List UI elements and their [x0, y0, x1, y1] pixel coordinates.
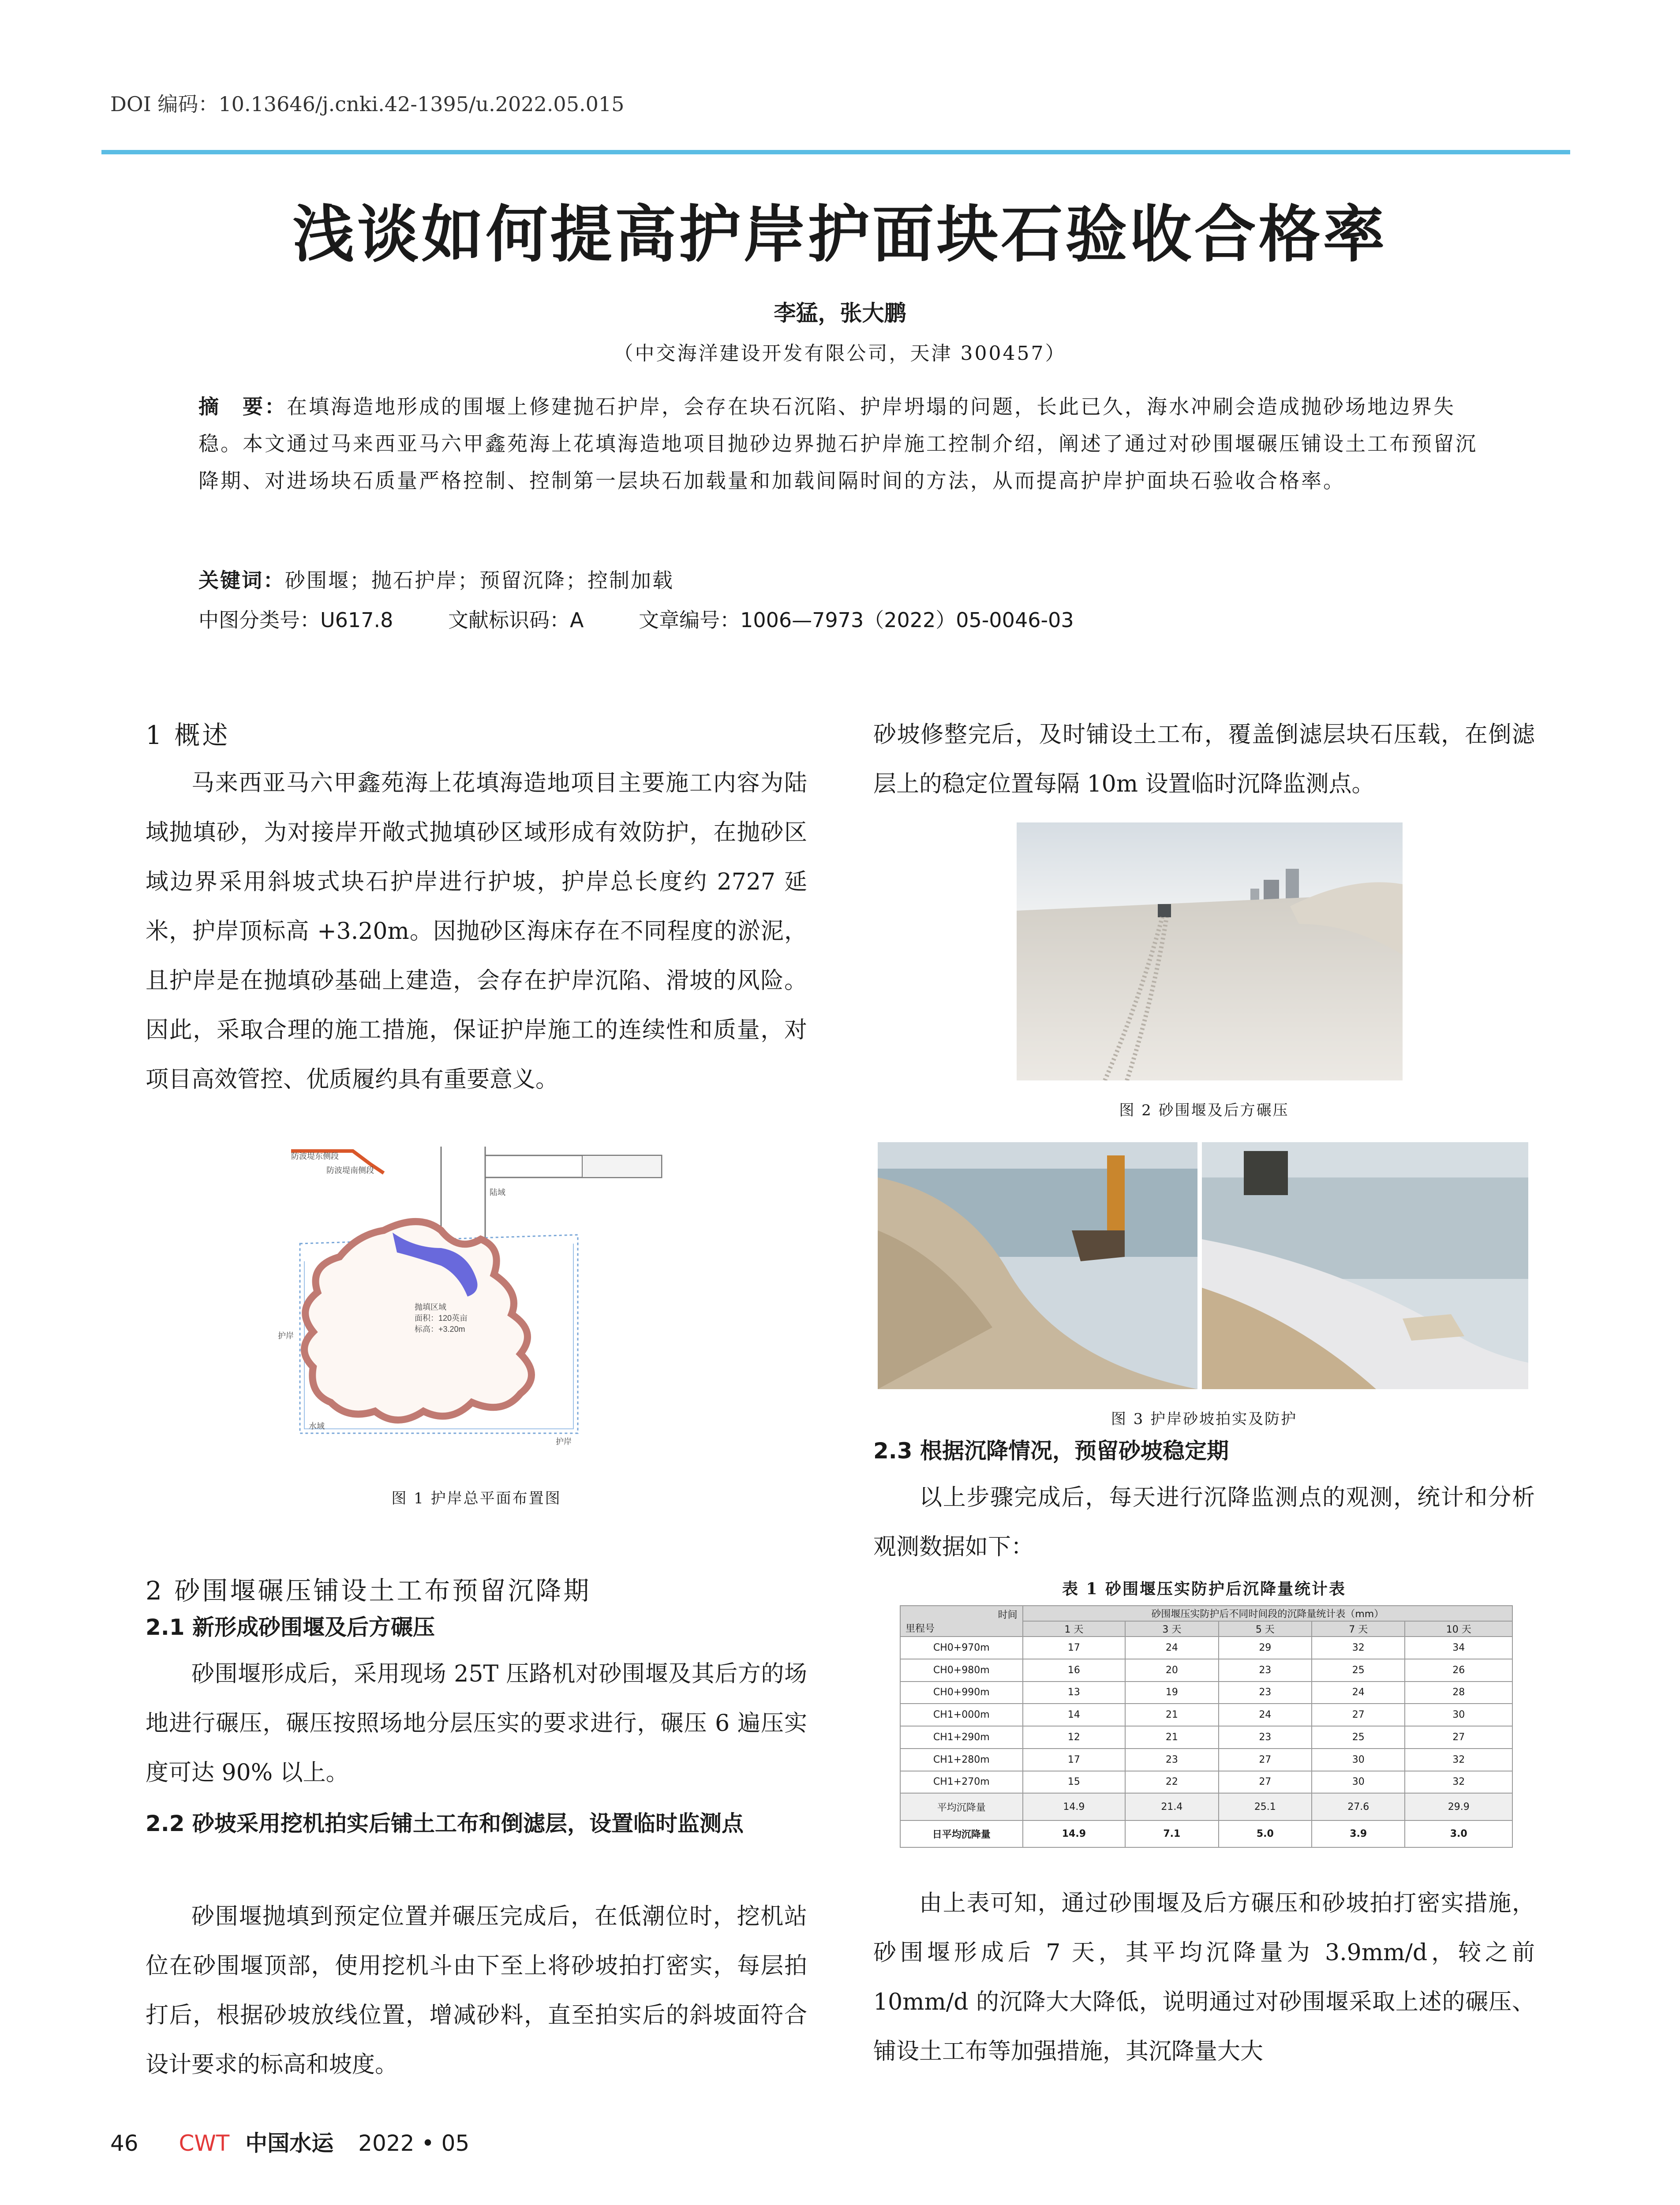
settlement-table	[900, 1605, 1513, 1848]
table-row	[900, 1704, 1512, 1726]
section-1-heading: 1 概述	[146, 720, 230, 750]
table-cell: 27	[1219, 1749, 1312, 1771]
section-2-heading: 2 砂围堰碾压铺设土工布预留沉降期	[146, 1576, 591, 1606]
table-cell: CH1+270m	[900, 1771, 1023, 1794]
table-cell: 5.0	[1219, 1820, 1312, 1847]
keywords-text: 砂围堰；抛石护岸；预留沉降；控制加载	[285, 568, 674, 592]
journal-issue: 2022 • 05	[358, 2130, 470, 2156]
table-cell: 3.9	[1312, 1820, 1405, 1847]
table-cell: 21	[1125, 1726, 1218, 1749]
table-row	[900, 1659, 1512, 1682]
table-1-caption: 表 1 砂围堰压实防护后沉降量统计表	[1062, 1580, 1347, 1598]
table-cell: CH0+980m	[900, 1659, 1023, 1682]
table-header-corner	[900, 1606, 1023, 1637]
table-cell: 29	[1219, 1637, 1312, 1659]
section-2-2-continued: 砂坡修整完后，及时铺设土工布，覆盖倒滤层块石压载，在倒滤层上的稳定位置每隔 10m 设置临时沉降监测点。	[873, 721, 1535, 797]
table-row-daily-average	[900, 1820, 1512, 1847]
table-cell: 17	[1023, 1749, 1126, 1771]
table-cell: 26	[1405, 1659, 1512, 1682]
header-rule	[101, 150, 1570, 154]
table-cell: 20	[1125, 1659, 1218, 1682]
table-cell: 日平均沉降量	[900, 1820, 1023, 1847]
table-header-mileage: 里程号	[905, 1623, 935, 1634]
affiliation: （中交海洋建设开发有限公司，天津 300457）	[614, 342, 1066, 365]
table-cell: 30	[1312, 1749, 1405, 1771]
table-cell: 30	[1405, 1704, 1512, 1726]
section-2-1-heading: 2.1 新形成砂围堰及后方碾压	[146, 1615, 435, 1640]
abstract-text: 在填海造地形成的围堰上修建抛石护岸，会存在块石沉陷、护岸坍塌的问题，长此已久，海水冲刷会造成抛砂场地边界失稳。本文通过马来西亚马六甲鑫苑海上花填海造地项目抛砂边界抛石护岸施工控制介绍，阐述了通过对砂围堰碾压铺设土工布预留沉降期、对进场块石质量严格控制、控制第一层块石加载量和加载间隔时间的方法，从而提高护岸护面块石验收合格率。	[198, 395, 1478, 493]
article-number: 文章编号：1006—7973（2022）05-0046-03	[639, 608, 1074, 632]
figure-2-photo	[1017, 822, 1403, 1080]
table-row	[900, 1726, 1512, 1749]
table-cell: 29.9	[1405, 1793, 1512, 1820]
table-cell: 27.6	[1312, 1793, 1405, 1820]
table-cell: 平均沉降量	[900, 1793, 1023, 1820]
table-cell: CH0+970m	[900, 1637, 1023, 1659]
table-cell: 14.9	[1023, 1820, 1126, 1847]
table-header-day: 7 天	[1312, 1621, 1405, 1637]
table-cell: 3.0	[1405, 1820, 1512, 1847]
table-row	[900, 1749, 1512, 1771]
page-footer	[110, 2126, 469, 2157]
label-land: 陆域	[490, 1188, 505, 1197]
page-number: 46	[110, 2130, 138, 2156]
table-cell: CH0+990m	[900, 1682, 1023, 1704]
journal-name: 中国水运	[245, 2130, 334, 2156]
table-cell: 27	[1405, 1726, 1512, 1749]
label-breakwater-east: 防波堤东侧段	[291, 1152, 339, 1161]
label-fill-acreage: 面积：120英亩	[415, 1314, 468, 1323]
section-2-3-conclusion: 由上表可知，通过砂围堰及后方碾压和砂坡拍打密实措施，砂围堰形成后 7 天，其平均沉降量为 3.9mm/d，较之前 10mm/d 的沉降大大降低，说明通过对砂围堰采取上述的碾压、铺设土工布等加强措施，其沉降量大大	[873, 1890, 1535, 2065]
table-cell: 12	[1023, 1726, 1126, 1749]
label-fill-area: 抛填区域	[415, 1303, 446, 1312]
label-fill-elevation: 标高：+3.20m	[415, 1325, 465, 1334]
table-cell: 32	[1312, 1637, 1405, 1659]
table-cell: 32	[1405, 1771, 1512, 1794]
section-2-2-paragraph: 砂围堰抛填到预定位置并碾压完成后，在低潮位时，挖机站位在砂围堰顶部，使用挖机斗由下至上将砂坡拍打密实，每层拍打后，根据砂坡放线位置，增减砂料，直至拍实后的斜坡面符合设计要求的标高和坡度。	[146, 1903, 807, 2078]
doi-line: DOI 编码：10.13646/j.cnki.42-1395/u.2022.05.015	[110, 92, 625, 116]
table-header-day: 1 天	[1023, 1621, 1126, 1637]
table-1-container	[900, 1605, 1513, 1848]
table-cell: 23	[1125, 1749, 1218, 1771]
figure-3-photos	[878, 1142, 1528, 1389]
table-cell: 28	[1405, 1682, 1512, 1704]
figure-3-caption: 图 3 护岸砂坡拍实及防护	[1111, 1410, 1298, 1428]
table-cell: 21	[1125, 1704, 1218, 1726]
table-cell: 23	[1219, 1726, 1312, 1749]
table-cell: 17	[1023, 1637, 1126, 1659]
keywords-label: 关键词：	[198, 568, 285, 592]
label-water: 水域	[309, 1422, 325, 1431]
table-cell: 25.1	[1219, 1793, 1312, 1820]
table-cell: 34	[1405, 1637, 1512, 1659]
keywords	[198, 564, 674, 594]
table-cell: 21.4	[1125, 1793, 1218, 1820]
abstract	[198, 388, 1486, 499]
label-revetment-west: 护岸	[278, 1331, 294, 1340]
section-2-2-heading: 2.2 砂坡采用挖机拍实后铺土工布和倒滤层，设置临时监测点	[146, 1811, 744, 1836]
table-cell: 27	[1312, 1704, 1405, 1726]
table-cell: 13	[1023, 1682, 1126, 1704]
table-cell: 22	[1125, 1771, 1218, 1794]
label-breakwater-south: 防波堤南侧段	[326, 1166, 374, 1175]
section-2-3-heading: 2.3 根据沉降情况，预留砂坡稳定期	[873, 1438, 1229, 1464]
clc-number: 中图分类号：U617.8	[198, 608, 393, 632]
table-header-day: 5 天	[1219, 1621, 1312, 1637]
table-header-day: 10 天	[1405, 1621, 1512, 1637]
figure-1-caption: 图 1 护岸总平面布置图	[391, 1490, 561, 1507]
section-2-3-paragraph: 以上步骤完成后，每天进行沉降监测点的观测，统计和分析观测数据如下：	[873, 1484, 1535, 1560]
table-cell: 23	[1219, 1659, 1312, 1682]
label-revetment-south: 护岸	[556, 1437, 572, 1446]
table-cell: 32	[1405, 1749, 1512, 1771]
table-cell: CH1+000m	[900, 1704, 1023, 1726]
table-row	[900, 1637, 1512, 1659]
table-cell: 24	[1125, 1637, 1218, 1659]
table-cell: 24	[1312, 1682, 1405, 1704]
table-cell: 19	[1125, 1682, 1218, 1704]
table-cell: 30	[1312, 1771, 1405, 1794]
table-row-average	[900, 1793, 1512, 1820]
table-cell: 15	[1023, 1771, 1126, 1794]
table-cell: 7.1	[1125, 1820, 1218, 1847]
table-cell: 14.9	[1023, 1793, 1126, 1820]
table-cell: 14	[1023, 1704, 1126, 1726]
table-cell: 27	[1219, 1771, 1312, 1794]
section-1-paragraph: 马来西亚马六甲鑫苑海上花填海造地项目主要施工内容为陆域抛填砂，为对接岸开敞式抛填砂区域形成有效防护，在抛砂区域边界采用斜坡式块石护岸进行护坡，护岸总长度约 2727 延米，护岸顶标高 +3.20m。因抛砂区海床存在不同程度的淤泥，且护岸是在抛填砂基础上建造，会存在护岸沉陷、滑坡的风险。因此，采取合理的施工措施，保证护岸施工的连续性和质量，对项目高效管控、优质履约具有重要意义。	[146, 770, 807, 1093]
table-cell: CH1+290m	[900, 1726, 1023, 1749]
table-cell: 16	[1023, 1659, 1126, 1682]
table-header-day: 3 天	[1125, 1621, 1218, 1637]
article-title: 浅谈如何提高护岸护面块石验收合格率	[292, 198, 1388, 271]
table-cell: 25	[1312, 1726, 1405, 1749]
table-header-time: 时间	[998, 1610, 1018, 1621]
journal-logo: CWT	[179, 2130, 230, 2156]
table-row	[900, 1771, 1512, 1794]
figure-2-caption: 图 2 砂围堰及后方碾压	[1119, 1102, 1289, 1119]
table-cell: 23	[1219, 1682, 1312, 1704]
table-cell: 24	[1219, 1704, 1312, 1726]
article-meta	[198, 604, 1122, 633]
table-cell: CH1+280m	[900, 1749, 1023, 1771]
authors: 李猛，张大鹏	[774, 300, 906, 326]
doc-code: 文献标识码：A	[448, 608, 584, 632]
abstract-label: 摘 要：	[198, 395, 287, 419]
section-2-1-paragraph: 砂围堰形成后，采用现场 25T 压路机对砂围堰及其后方的场地进行碾压，碾压按照场地分层压实的要求进行，碾压 6 遍压实度可达 90% 以上。	[146, 1661, 807, 1786]
table-row	[900, 1682, 1512, 1704]
figure-1-plan	[273, 1147, 670, 1451]
table-header-group: 砂围堰压实防护后不同时间段的沉降量统计表（mm）	[1023, 1606, 1512, 1621]
table-cell: 25	[1312, 1659, 1405, 1682]
